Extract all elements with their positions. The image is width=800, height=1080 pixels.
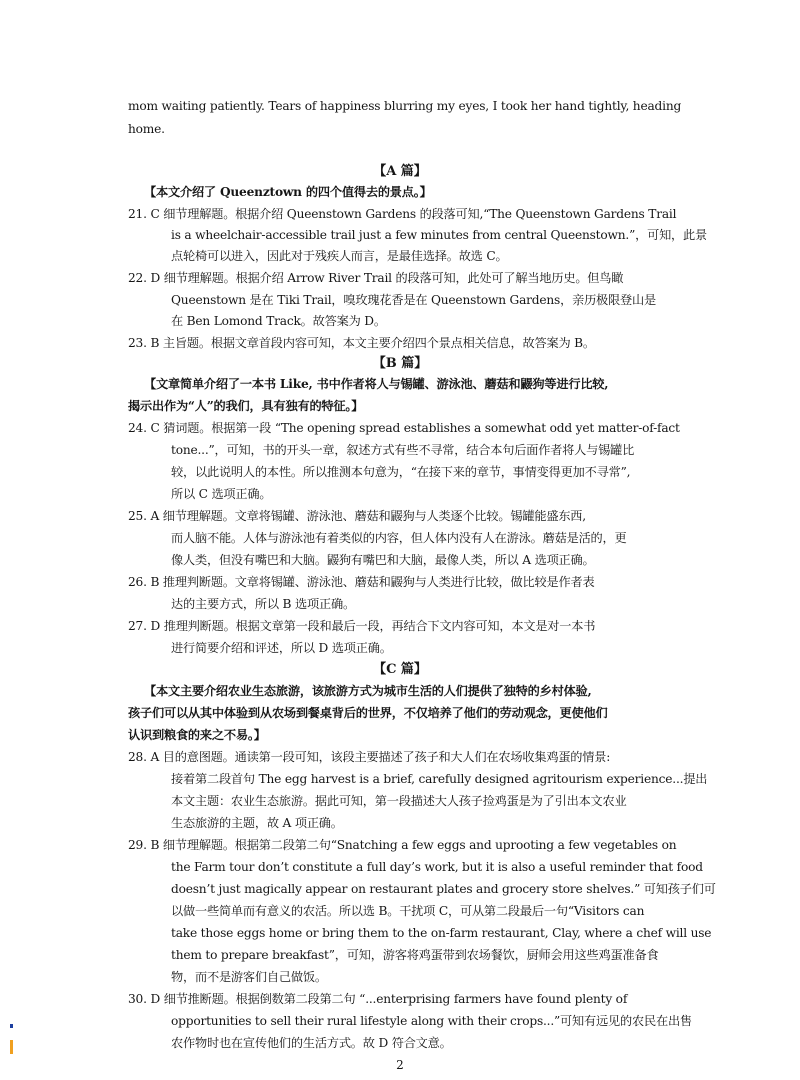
section-a-summary: 【本文介绍了 Queenztown 的四个值得去的景点。】: [144, 185, 432, 199]
answer-29-line: 29. B 细节理解题。根据第二段第二句“Snatching a few eggs and uprooting a few vegetables on: [128, 838, 677, 852]
answer-26-line: 达的主要方式，所以 B 选项正确。: [171, 597, 355, 611]
section-c-summary: 认识到粮食的来之不易。】: [128, 728, 266, 742]
scan-mark-dot: [10, 1024, 13, 1028]
answer-24-line: 所以 C 选项正确。: [171, 487, 272, 501]
section-b-summary: 揭示出作为“人”的我们，具有独有的特征。】: [128, 399, 364, 413]
answer-29-line: doesn’t just magically appear on restaurant plates and grocery store shelves.” 可知孩子们可: [171, 882, 716, 896]
answer-29-line: 以做一些简单而有意义的农活。所以选 B。干扰项 C，可从第二段最后一句“Visitors can: [171, 904, 645, 918]
answer-24-line: 24. C 猜词题。根据第一段 “The opening spread establishes a somewhat odd yet matter-of-fact: [128, 421, 680, 435]
section-b-heading: 【B 篇】: [372, 356, 428, 371]
answer-22-line: 22. D 细节理解题。根据介绍 Arrow River Trail 的段落可知，此处可了解当地历史。但鸟瞰: [128, 271, 624, 285]
answer-30-line: 农作物时也在宣传他们的生活方式。故 D 符合文意。: [171, 1036, 452, 1050]
answer-30-line: 30. D 细节推断题。根据倒数第二段第二句 “...enterprising farmers have found plenty of: [128, 992, 628, 1006]
answer-28-line: 本文主题：农业生态旅游。据此可知，第一段描述大人孩子捡鸡蛋是为了引出本文农业: [171, 794, 627, 808]
answer-24-line: tone...”，可知，书的开头一章，叙述方式有些不寻常，结合本句后面作者将人与锡罐比: [171, 443, 635, 457]
answer-28-line: 生态旅游的主题，故 A 项正确。: [171, 816, 343, 830]
answer-21-line: is a wheelchair-accessible trail just a few minutes from central Queenstown.”，可知，此景: [171, 228, 708, 242]
answer-23-line: 23. B 主旨题。根据文章首段内容可知，本文主要介绍四个景点相关信息，故答案为 B。: [128, 336, 595, 350]
section-b-summary: 【文章简单介绍了一本书 Like, 书中作者将人与锡罐、游泳池、蘑菇和鼹狗等进行比较,: [144, 377, 609, 391]
answer-21-line: 点轮椅可以进入，因此对于残疾人而言，是最佳选择。故选 C。: [171, 249, 508, 263]
answer-22-line: Queenstown 是在 Tiki Trail，嗅玫瑰花香是在 Queenstown Gardens，亲历极限登山是: [171, 293, 656, 307]
section-c-heading: 【C 篇】: [373, 662, 427, 677]
answer-30-line: opportunities to sell their rural lifestyle along with their crops...”可知有远见的农民在出售: [171, 1014, 692, 1028]
answer-25-line: 而人脑不能。人体与游泳池有着类似的内容，但人体内没有人在游泳。蘑菇是活的，更: [171, 531, 627, 545]
section-c-summary: 孩子们可以从其中体验到从农场到餐桌背后的世界，不仅培养了他们的劳动观念，更使他们: [128, 706, 608, 720]
answer-22-line: 在 Ben Lomond Track。故答案为 D。: [171, 314, 386, 328]
answer-27-line: 进行简要介绍和评述，所以 D 选项正确。: [171, 641, 392, 655]
intro-line: home.: [128, 122, 165, 136]
answer-29-line: them to prepare breakfast”，可知，游客将鸡蛋带到农场餐饮，厨师会用这些鸡蛋准备食: [171, 948, 659, 962]
section-c-summary: 【本文主要介绍农业生态旅游，该旅游方式为城市生活的人们提供了独特的乡村体验,: [144, 684, 592, 698]
answer-28-line: 28. A 目的意图题。通读第一段可知，该段主要描述了孩子和大人们在农场收集鸡蛋的情景:: [128, 750, 611, 764]
answer-24-line: 较，以此说明人的本性。所以推测本句意为，“在接下来的章节，事情变得更加不寻常”,: [171, 465, 631, 479]
section-a-heading: 【A 篇】: [373, 164, 427, 179]
answer-25-line: 25. A 细节理解题。文章将锡罐、游泳池、蘑菇和鼹狗与人类逐个比较。锡罐能盛东西,: [128, 509, 586, 523]
scan-mark-bar: [10, 1040, 13, 1054]
answer-25-line: 像人类，但没有嘴巴和大脑。鼹狗有嘴巴和大脑，最像人类，所以 A 选项正确。: [171, 553, 595, 567]
answer-29-line: 物，而不是游客们自己做饭。: [171, 970, 327, 984]
answer-29-line: take those eggs home or bring them to the on-farm restaurant, Clay, where a chef will use: [171, 926, 712, 940]
intro-line: mom waiting patiently. Tears of happiness blurring my eyes, I took her hand tightly, heading: [128, 99, 682, 113]
answer-29-line: the Farm tour don’t constitute a full day’s work, but it is also a useful reminder that food: [171, 860, 703, 874]
answer-26-line: 26. B 推理判断题。文章将锡罐、游泳池、蘑菇和鼹狗与人类进行比较，做比较是作者表: [128, 575, 595, 589]
page-number: 2: [396, 1058, 404, 1072]
answer-27-line: 27. D 推理判断题。根据文章第一段和最后一段，再结合下文内容可知，本文是对一本书: [128, 619, 596, 633]
answer-21-line: 21. C 细节理解题。根据介绍 Queenstown Gardens 的段落可知,“The Queenstown Gardens Trail: [128, 207, 677, 221]
answer-28-line: 接着第二段首句 The egg harvest is a brief, carefully designed agritourism experience...提出: [171, 772, 708, 786]
